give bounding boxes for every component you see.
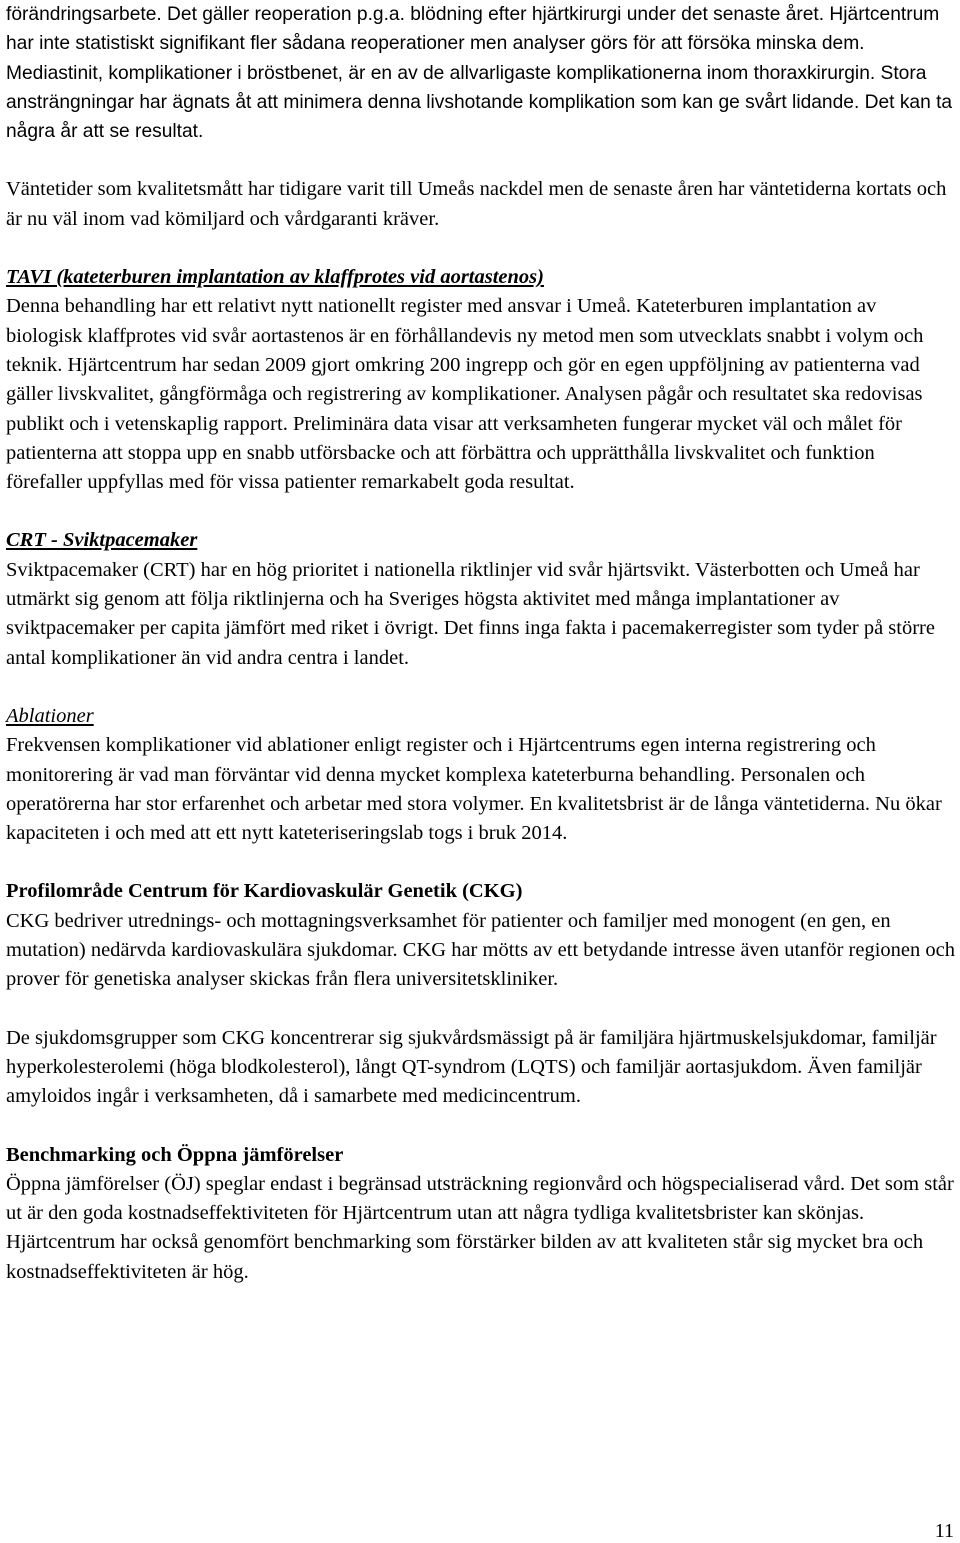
page-number: 11	[934, 1520, 954, 1542]
intro-sentence-1: förändringsarbete. Det gäller reoperation p.g.a. blödning efter hjärtkirurgi under det senaste året. Hjärtcentrum har inte statistiskt signifikant fler sådana reoperationer men analyser görs för att försöka minska dem.	[6, 4, 940, 55]
document-page	[6, 0, 956, 1287]
waiting-times-paragraph: Väntetider som kvalitetsmått har tidigare varit till Umeås nackdel men de senaste åren har väntetiderna kortats och är nu väl inom vad kömiljard och vårdgaranti kräver.	[6, 178, 947, 230]
ablation-paragraph: Frekvensen komplikationer vid ablationer enligt register och i Hjärtcentrums egen interna registrering och monitorering är vad man förväntar vid denna mycket komplexa kateterburna behandling. Personalen och operatörerna har stor erfarenhet och arbetar med stora volymer. En kvalitetsbrist är de långa väntetiderna. Nu ökar kapaciteten i och med att ett nytt kateteriseringslab togs i bruk 2014.	[6, 734, 942, 845]
tavi-paragraph: Denna behandling har ett relativt nytt nationellt register med ansvar i Umeå. Kateterburen implantation av biologisk klaffprotes vid svår aortastenos är en förhållandevis ny metod men som utvecklats snabbt i volym och teknik. Hjärtcentrum har sedan 2009 gjort omkring 200 ingrepp och gör en egen uppföljning av patienterna vad gäller livskvalitet, gångförmåga och registrering av komplikationer. Analysen pågår och resultatet ska redovisas publikt och i vetenskaplig rapport. Preliminära data visar att verksamheten fungerar mycket väl och målet för patienterna att stoppa upp en snabb utförsbacke och att förbättra och upprätthålla livskvalitet och funktion förefaller uppfyllas med för vissa patienter remarkabelt goda resultat.	[6, 295, 924, 494]
ckg-heading: Profilområde Centrum för Kardiovaskulär Genetik (CKG)	[6, 880, 523, 903]
ablation-heading: Ablationer	[6, 704, 94, 727]
tavi-heading: TAVI (kateterburen implantation av klaffprotes vid aortastenos)	[6, 266, 544, 289]
crt-heading: CRT - Sviktpacemaker	[6, 529, 198, 552]
ablation-section	[6, 702, 956, 848]
tavi-section	[6, 263, 956, 497]
intro-sentence-4: Det kan ta några år att se resultat.	[6, 91, 953, 143]
intro-sentence-2: Mediastinit, komplikationer i bröstbenet, är en av de allvarligaste komplikationerna inom thoraxkirurgin.	[6, 62, 876, 84]
crt-section	[6, 526, 956, 672]
intro-paragraph	[6, 0, 956, 146]
intro-sentence-3: Stora ansträngningar har ägnats åt att minimera denna livshotande komplikation som kan ge svårt lidande.	[6, 62, 927, 113]
ckg-diseases-paragraph: De sjukdomsgrupper som CKG koncentrerar sig sjukvårdsmässigt på är familjära hjärtmuskelsjukdomar, familjär hyperkolesterolemi (höga blodkolesterol), långt QT-syndrom (LQTS) och familjär aortasjukdom. Även familjär amyloidos ingår i verksamheten, då i samarbete med medicincentrum.	[6, 1026, 937, 1108]
ckg-paragraph: CKG bedriver utrednings- och mottagningsverksamhet för patienter och familjer med monogent (en gen, en mutation) nedärvda kardiovaskulära sjukdomar. CKG har mötts av ett betydande intresse även utanför regionen och prover för genetiska analyser skickas från flera universitetskliniker.	[6, 909, 955, 991]
ckg-section	[6, 877, 956, 994]
benchmarking-paragraph: Öppna jämförelser (ÖJ) speglar endast i begränsad utsträckning regionvård och högspecialiserad vård. Det som står ut är den goda kostnadseffektiviteten för Hjärtcentrum utan att några tydliga kvalitetsbrister kan skönjas. Hjärtcentrum har också genomfört benchmarking som förstärker bilden av att kvaliteten står sig mycket bra och kostnadseffektiviteten är hög.	[6, 1172, 954, 1283]
benchmarking-section	[6, 1141, 956, 1287]
crt-paragraph: Sviktpacemaker (CRT) har en hög prioritet i nationella riktlinjer vid svår hjärtsvikt. Västerbotten och Umeå har utmärkt sig genom att följa riktlinjerna och ha Sveriges högsta aktivitet med många implantationer av sviktpacemaker per capita jämfört med riket i övrigt. Det finns inga fakta i pacemakerregister som tyder på större antal komplikationer än vid andra centra i landet.	[6, 558, 935, 669]
benchmarking-heading: Benchmarking och Öppna jämförelser	[6, 1143, 344, 1166]
